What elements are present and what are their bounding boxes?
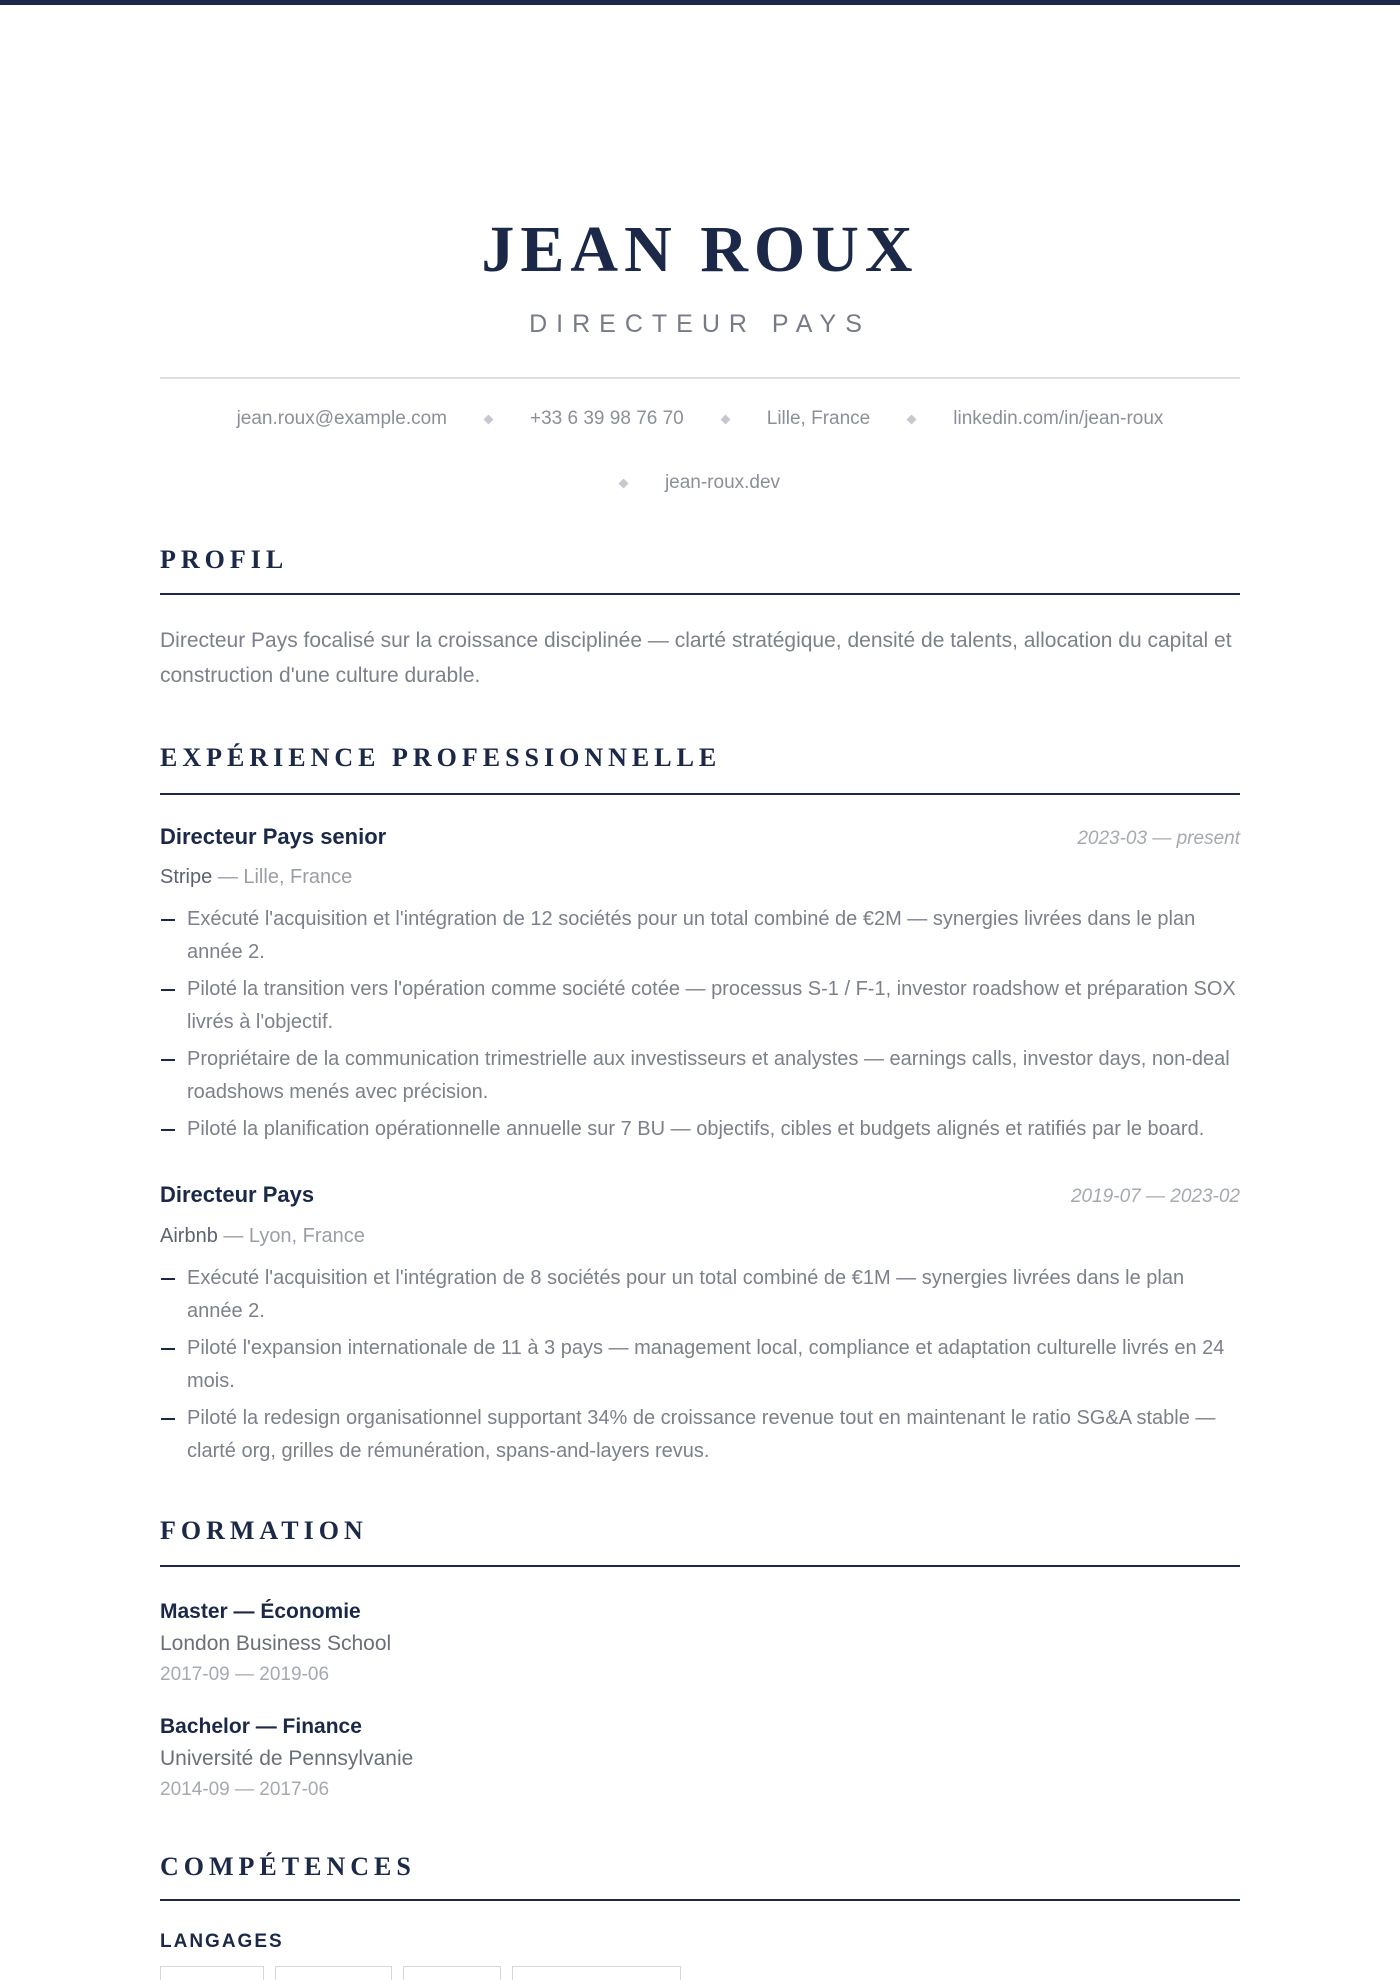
contact-location: Lille, France xyxy=(766,408,871,429)
list-item: Piloté l'expansion internationale de 11 à 3 pays — management local, compliance et adaptation culturelle livrés en 24 mois. xyxy=(160,1332,1240,1398)
education-degree: Bachelor — Finance xyxy=(160,1715,362,1738)
contact-email[interactable]: jean.roux@example.com xyxy=(236,408,448,429)
job-title: Directeur Pays xyxy=(160,1182,315,1207)
company-location: — Lyon, France xyxy=(223,1225,365,1247)
job-title: Directeur Pays senior xyxy=(160,824,387,849)
skill-tag xyxy=(512,1966,681,1980)
candidate-role: DIRECTEUR PAYS xyxy=(529,310,871,338)
education-school: London Business School xyxy=(160,1632,392,1655)
top-accent-bar xyxy=(0,0,1400,5)
contact-linkedin[interactable]: linkedin.com/in/jean-roux xyxy=(953,408,1164,429)
job-dates: 2019-07 — 2023-02 xyxy=(1070,1186,1240,1207)
job-bullets xyxy=(160,1262,1240,1472)
section-title-experience: EXPÉRIENCE PROFESSIONNELLE xyxy=(160,743,722,772)
separator-diamond-icon xyxy=(907,414,917,424)
job-company xyxy=(160,1222,365,1250)
education-dates: 2017-09 — 2019-06 xyxy=(160,1664,330,1685)
job-bullets xyxy=(160,903,1240,1150)
skill-tag xyxy=(160,1966,264,1980)
education-degree: Master — Économie xyxy=(160,1600,361,1623)
profile-summary: Directeur Pays focalisé sur la croissance disciplinée — clarté stratégique, densité de talents, allocation du capital et construction d'une culture durable. xyxy=(160,629,1232,687)
list-item: Exécuté l'acquisition et l'intégration de 12 sociétés pour un total combiné de €2M — synergies livrées dans le plan année 2. xyxy=(160,903,1240,969)
list-item: Piloté la planification opérationnelle annuelle sur 7 BU — objectifs, cibles et budgets alignés et ratifiés par le board. xyxy=(160,1113,1240,1146)
section-title-skills: COMPÉTENCES xyxy=(160,1852,416,1881)
job-dates: 2023-03 — present xyxy=(1077,828,1240,849)
list-item: Exécuté l'acquisition et l'intégration de 8 sociétés pour un total combiné de €1M — synergies livrées dans le plan année 2. xyxy=(160,1262,1240,1328)
section-title-profile: PROFIL xyxy=(160,545,289,574)
separator-diamond-icon xyxy=(720,414,730,424)
skill-tags xyxy=(160,1966,681,1980)
section-rule xyxy=(160,793,1240,795)
contact-row-1 xyxy=(160,406,1240,432)
company-name: Stripe xyxy=(160,866,213,888)
company-location: — Lille, France xyxy=(217,866,353,888)
section-rule xyxy=(160,593,1240,595)
job-company xyxy=(160,863,352,891)
list-item: Piloté la transition vers l'opération comme société cotée — processus S-1 / F-1, investor roadshow et préparation SOX livrés à l'objectif. xyxy=(160,973,1240,1039)
candidate-name: JEAN ROUX xyxy=(481,213,919,286)
skill-tag xyxy=(403,1966,501,1980)
contact-website[interactable]: jean-roux.dev xyxy=(664,472,781,493)
list-item: Propriétaire de la communication trimestrielle aux investisseurs et analystes — earnings calls, investor days, non-deal roadshows menés avec précision. xyxy=(160,1043,1240,1109)
skill-group-title: LANGAGES xyxy=(160,1931,284,1952)
separator-diamond-icon xyxy=(618,478,628,488)
contact-phone[interactable]: +33 6 39 98 76 70 xyxy=(530,408,684,429)
company-name: Airbnb xyxy=(160,1225,218,1247)
education-dates: 2014-09 — 2017-06 xyxy=(160,1779,330,1800)
contact-row-2 xyxy=(160,470,1240,496)
section-rule xyxy=(160,1565,1240,1567)
header-divider xyxy=(160,377,1240,379)
skill-tag xyxy=(275,1966,392,1980)
education-school: Université de Pennsylvanie xyxy=(160,1747,414,1770)
separator-diamond-icon xyxy=(484,414,494,424)
list-item: Piloté la redesign organisationnel supportant 34% de croissance revenue tout en maintenant le ratio SG&A stable — clarté org, grilles de rémunération, spans-and-layers revus. xyxy=(160,1402,1240,1468)
section-rule xyxy=(160,1899,1240,1901)
section-title-education: FORMATION xyxy=(160,1516,368,1545)
